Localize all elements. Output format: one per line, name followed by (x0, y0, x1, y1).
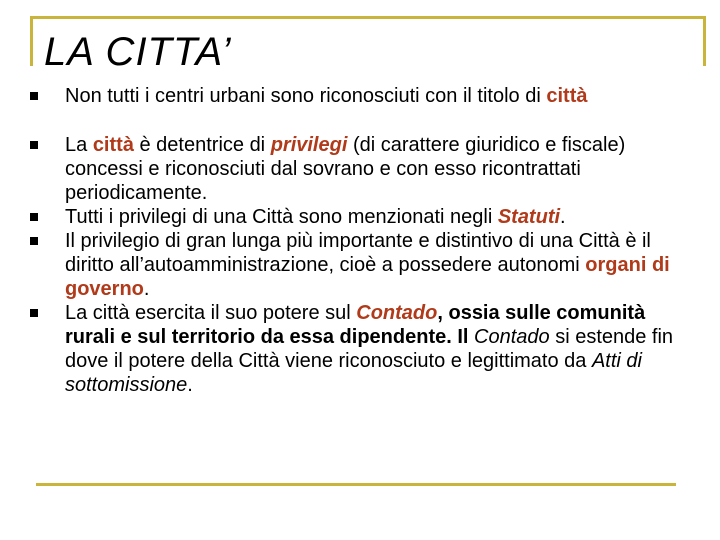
bullet-list (30, 84, 680, 397)
square-bullet-icon (30, 213, 38, 221)
bullet-text: La (65, 134, 93, 156)
square-bullet-icon (30, 92, 38, 100)
highlight-privilegi: privilegi (270, 134, 348, 156)
bullet-text: . (187, 374, 193, 396)
bullet-text: Non tutti i centri urbani sono riconosciuti con il titolo di (65, 85, 547, 107)
highlight-organi-di-governo: organi di governo (65, 254, 670, 300)
bullet-text: . (143, 278, 150, 300)
highlight-citta: città (546, 85, 588, 107)
bullet-text: si estende fin dove il potere della Città viene riconosciuto e legittimato da (65, 326, 674, 372)
bullet-item-3 (30, 205, 680, 229)
highlight-statuti: Statuti (497, 206, 561, 228)
square-bullet-icon (30, 237, 38, 245)
top-rule (30, 16, 706, 19)
italic-atti-di-sottomissione: Atti di sottomissione (65, 350, 642, 396)
bullet-text: (di carattere giuridico e fiscale) concessi e riconosciuti dal sovrano e con esso ricontrattati periodicamente. (65, 134, 626, 204)
bullet-item-1 (30, 84, 680, 108)
bullet-item-4 (30, 229, 680, 301)
bullet-text: . (560, 206, 566, 228)
bullet-text: La città esercita il suo potere sul (65, 302, 357, 324)
bullet-text: Tutti i privilegi di una Città sono menzionati negli (65, 206, 498, 228)
bullet-text: , ossia sulle comunità rurali e sul territorio da essa dipendente. Il (65, 302, 646, 348)
square-bullet-icon (30, 309, 38, 317)
italic-contado: Contado (474, 326, 550, 348)
bullet-item-2 (30, 133, 680, 205)
right-rule (703, 16, 706, 66)
bullet-text: Il privilegio di gran lunga più importante e distintivo di una Città è il diritto all’autoamministrazione, cioè a possedere autonomi (65, 230, 651, 276)
bullet-text: è detentrice di (133, 134, 271, 156)
highlight-citta: città (92, 134, 134, 156)
square-bullet-icon (30, 141, 38, 149)
highlight-contado: Contado (356, 302, 438, 324)
bottom-rule (36, 483, 676, 486)
slide-title: LA CITTA’ (44, 28, 238, 76)
bullet-item-5 (30, 301, 680, 397)
left-rule (30, 16, 33, 66)
